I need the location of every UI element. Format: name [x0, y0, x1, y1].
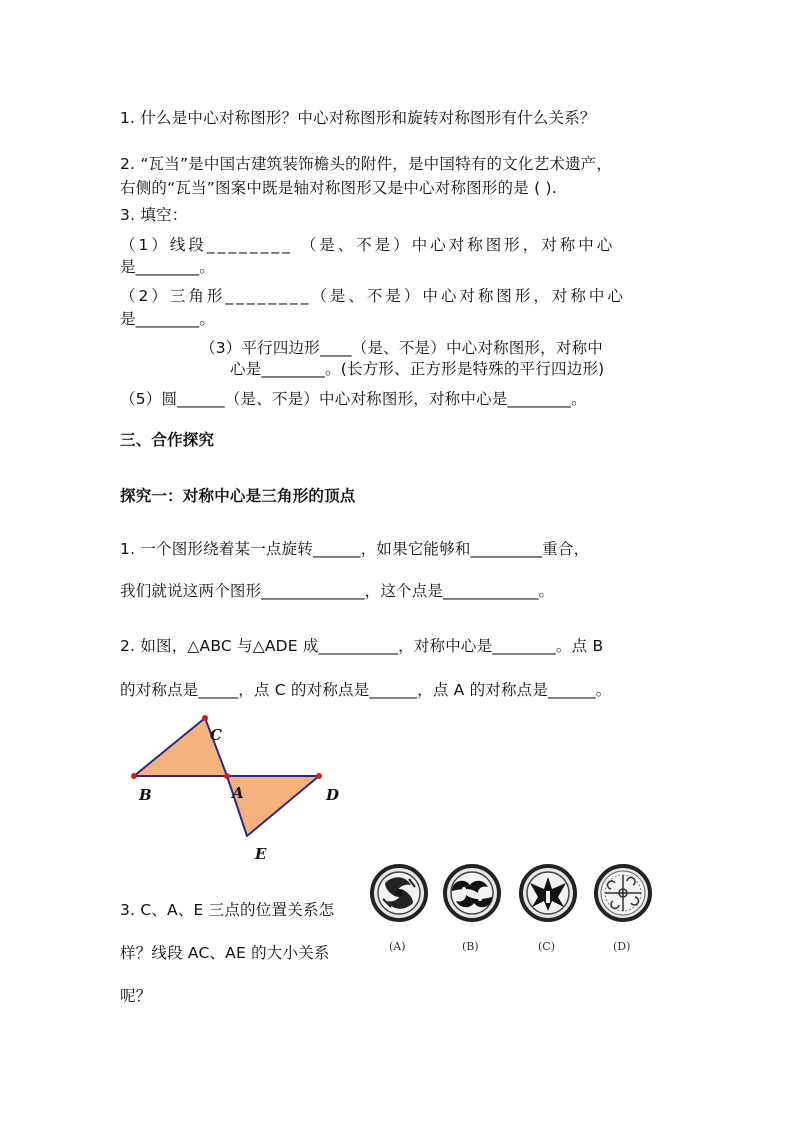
label-d: D [326, 786, 340, 804]
explore-3-line-2: 样？线段 AC、AE 的大小关系 [120, 944, 330, 962]
fill-item-5: （5）圆______（是、不是）中心对称图形，对称中心是________。 [120, 390, 587, 408]
label-b: B [139, 786, 152, 804]
point-d [316, 773, 322, 779]
wadang-tile-a-icon [372, 866, 426, 920]
explore-1-line-2: 我们就说这两个图形_____________，这个点是____________。 [120, 582, 555, 600]
wadang-tile-d-icon [596, 866, 650, 920]
tile-label-b: (B) [462, 940, 479, 953]
fill-item-1-line-2: 是________。 [120, 258, 216, 276]
wadang-tile-c-icon [521, 866, 575, 920]
tile-label-a: (A) [389, 940, 406, 953]
question-2-line-2: 右侧的“瓦当”图案中既是轴对称图形又是中心对称图形的是 ( ). [120, 179, 557, 197]
fill-item-3-line-1: （3）平行四边形____（是、不是）中心对称图形，对称中 [200, 339, 603, 357]
point-c [202, 715, 208, 721]
tile-label-d: (D) [613, 940, 631, 953]
point-b [131, 773, 137, 779]
explore-2-line-2: 的对称点是_____，点 C 的对称点是______，点 A 的对称点是______。 [120, 681, 612, 699]
question-2-line-1: 2. “瓦当”是中国古建筑装饰檐头的附件，是中国特有的文化艺术遗产， [120, 155, 613, 173]
label-a: A [232, 784, 244, 802]
tile-label-c: (C) [538, 940, 555, 953]
question-1: 1. 什么是中心对称图形？中心对称图形和旋转对称图形有什么关系？ [120, 109, 596, 127]
label-c: C [210, 726, 222, 744]
fill-item-1-line-1: （1）线段________ （是、不是）中心对称图形，对称中心 [120, 236, 616, 254]
wadang-tiles [368, 860, 668, 960]
wadang-tile-b-icon [445, 866, 499, 920]
explore-1-line-1: 1. 一个图形绕着某一点旋转______，如果它能够和_________重合， [120, 540, 590, 558]
question-3-title: 3. 填空： [120, 206, 188, 224]
explore-3-line-1: 3. C、A、E 三点的位置关系怎 [120, 901, 335, 919]
fill-item-2-line-1: （2）三角形________（是、不是）中心对称图形，对称中心 [120, 287, 626, 305]
section-title: 三、合作探究 [120, 431, 215, 449]
explore-3-line-3: 呢？ [120, 987, 152, 1005]
explore-title: 探究一：对称中心是三角形的顶点 [120, 487, 356, 505]
fill-item-2-line-2: 是________。 [120, 310, 216, 328]
label-e: E [255, 845, 267, 863]
point-a [224, 773, 230, 779]
triangle-figure [120, 705, 360, 870]
explore-2-line-1: 2. 如图，△ABC 与△ADE 成__________，对称中心是________。点 B [120, 637, 604, 655]
fill-item-3-line-2: 心是________。(长方形、正方形是特殊的平行四边形) [230, 360, 605, 378]
